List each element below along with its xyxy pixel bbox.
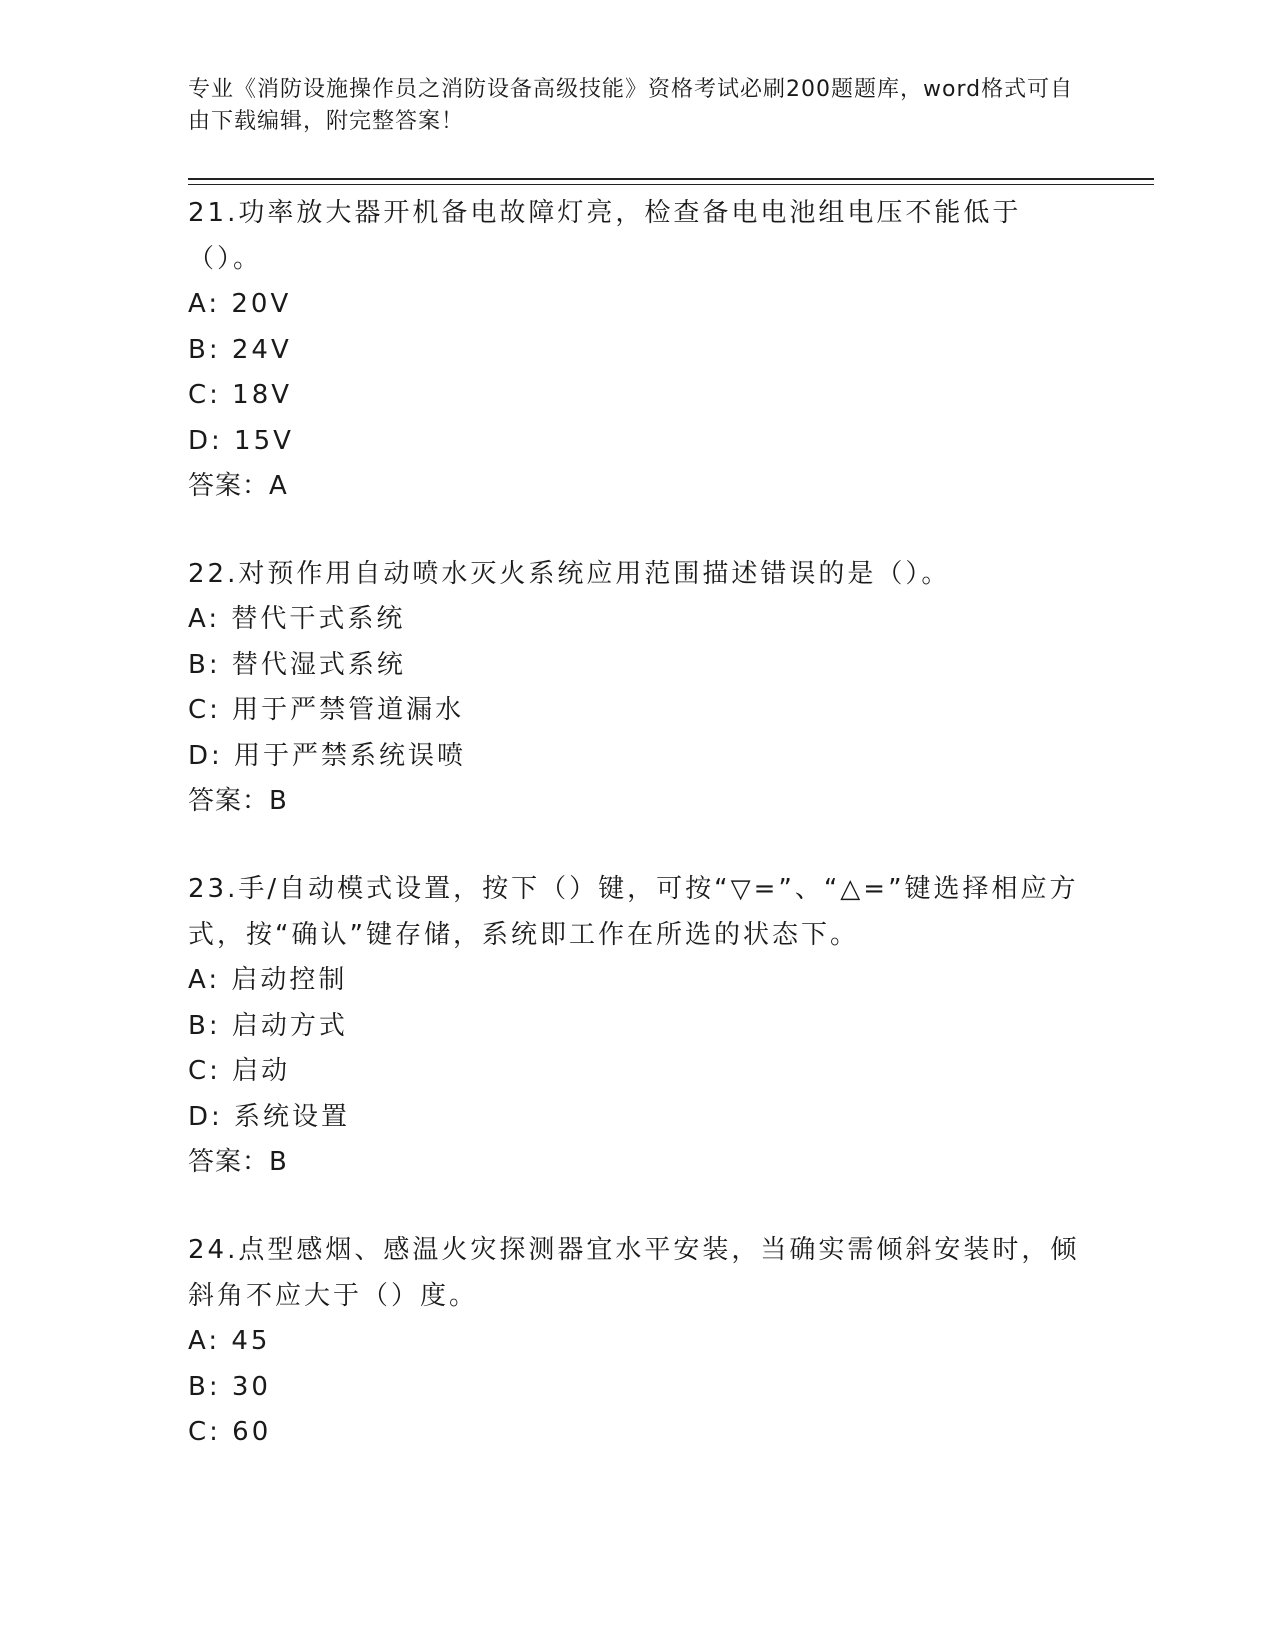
- question-stem: 24.点型感烟、感温火灾探测器宜水平安装，当确实需倾斜安装时，倾斜角不应大于（）度。: [188, 1235, 1080, 1311]
- option-b: B: 24V: [188, 334, 292, 365]
- question-list: [188, 190, 1088, 1498]
- option-d: D: 用于严禁系统误喷: [188, 740, 467, 771]
- option-a: A: 替代干式系统: [188, 604, 406, 634]
- question-23: [188, 866, 1088, 1185]
- question-22: [188, 551, 1088, 824]
- document-header: 专业《消防设施操作员之消防设备高级技能》资格考试必刷200题题库，word格式可自由下载编辑，附完整答案！: [188, 77, 1074, 134]
- header-divider-thick: [188, 178, 1154, 180]
- option-a: A: 20V: [188, 289, 292, 319]
- option-c: C: 60: [188, 1417, 272, 1447]
- option-c: C: 用于严禁管道漏水: [188, 695, 465, 725]
- option-d: D: 系统设置: [188, 1101, 351, 1132]
- option-c: C: 18V: [188, 380, 293, 410]
- header-divider-thin: [188, 184, 1154, 185]
- option-b: B: 启动方式: [188, 1010, 348, 1041]
- option-a: A: 45: [188, 1326, 271, 1356]
- option-d: D: 15V: [188, 425, 294, 456]
- question-stem: 22.对预作用自动喷水灭火系统应用范围描述错误的是（）。: [188, 559, 951, 589]
- question-24: [188, 1227, 1088, 1456]
- option-b: B: 替代湿式系统: [188, 649, 406, 680]
- question-stem: 21.功率放大器开机备电故障灯亮，检查备电电池组电压不能低于（）。: [188, 198, 1022, 274]
- option-a: A: 启动控制: [188, 965, 348, 995]
- question-21: [188, 190, 1088, 509]
- answer-line: 答案：B: [188, 786, 288, 816]
- answer-line: 答案：A: [188, 471, 288, 501]
- option-c: C: 启动: [188, 1056, 291, 1086]
- option-b: B: 30: [188, 1371, 271, 1402]
- answer-line: 答案：B: [188, 1147, 288, 1177]
- question-stem: 23.手/自动模式设置，按下（）键，可按“▽=”、“△=”键选择相应方式，按“确认”键存储，系统即工作在所选的状态下。: [188, 874, 1079, 950]
